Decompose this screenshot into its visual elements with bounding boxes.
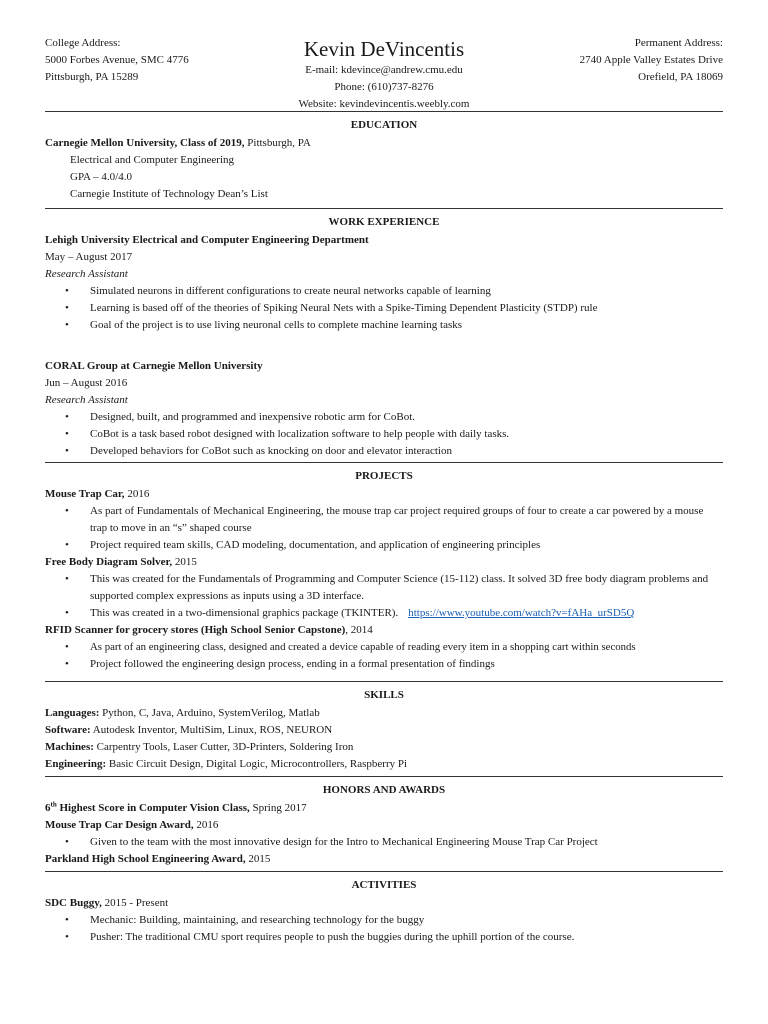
job-role: Research Assistant bbox=[45, 394, 128, 406]
award-year: Spring 2017 bbox=[249, 802, 307, 814]
college-address-label: College Address: bbox=[45, 37, 121, 49]
school-location: Pittsburgh, PA bbox=[244, 137, 311, 149]
bullet-text: Project required team skills, CAD modeling, documentation, and application of engineering principles bbox=[90, 539, 541, 551]
permanent-address-line2: Orefield, PA 18069 bbox=[638, 71, 723, 83]
skills-label: Software: bbox=[45, 724, 91, 736]
project-year: 2015 bbox=[172, 556, 197, 568]
award-title bbox=[45, 800, 723, 817]
list-item bbox=[45, 639, 723, 656]
activities-heading: ACTIVITIES bbox=[351, 879, 417, 891]
project-year: 2016 bbox=[124, 488, 150, 500]
section-divider bbox=[45, 871, 723, 872]
skills-label: Machines: bbox=[45, 741, 94, 753]
college-address-line2: Pittsburgh, PA 15289 bbox=[45, 71, 139, 83]
bullet-icon: • bbox=[65, 539, 69, 551]
education-detail: Carnegie Institute of Technology Dean’s List bbox=[70, 188, 268, 200]
job-bullets bbox=[45, 409, 723, 460]
job-org: CORAL Group at Carnegie Mellon University bbox=[45, 360, 263, 372]
bullet-icon: • bbox=[65, 319, 69, 331]
award-year: 2015 bbox=[245, 853, 271, 865]
bullet-icon: • bbox=[65, 573, 69, 585]
job-dates: May – August 2017 bbox=[45, 251, 133, 263]
bullet-text: Given to the team with the most innovative design for the Intro to Mechanical Engineering Mouse Trap Car Project bbox=[90, 836, 598, 848]
education-detail: Electrical and Computer Engineering bbox=[70, 154, 235, 166]
list-item bbox=[45, 605, 723, 622]
job-dates: Jun – August 2016 bbox=[45, 377, 128, 389]
bullet-text: Goal of the project is to use living neuronal cells to complete machine learning tasks bbox=[90, 319, 463, 331]
skills-row bbox=[45, 739, 723, 756]
list-item bbox=[45, 537, 723, 554]
activity-bullets bbox=[45, 912, 723, 946]
bullet-text: Pusher: The traditional CMU sport requires people to push the buggies during the uphill portion of the course. bbox=[90, 931, 575, 943]
section-divider bbox=[45, 208, 723, 209]
list-item bbox=[45, 929, 723, 946]
bullet-text: This was created for the Fundamentals of Programming and Computer Science (15-112) class. It solved 3D free body diagram problems and supported complex expressions as inputs using a 3D interface. bbox=[90, 573, 709, 602]
skills-label: Engineering: bbox=[45, 758, 107, 770]
skills-value: Autodesk Inventor, MultiSim, Linux, ROS, NEURON bbox=[90, 724, 333, 736]
award-rank-suffix: th bbox=[50, 800, 57, 809]
bullet-text: Simulated neurons in different configurations to create neural networks capable of learning bbox=[90, 285, 491, 297]
bullet-icon: • bbox=[65, 658, 69, 670]
youtube-link[interactable]: https://www.youtube.com/watch?v=fAHa_urSD5Q bbox=[408, 607, 635, 619]
list-item bbox=[45, 317, 723, 334]
list-item bbox=[45, 656, 723, 673]
award-bullets bbox=[45, 834, 723, 851]
project-bullets bbox=[45, 571, 723, 622]
skills-row bbox=[45, 722, 723, 739]
bullet-icon: • bbox=[65, 914, 69, 926]
list-item bbox=[45, 912, 723, 929]
list-item bbox=[45, 283, 723, 300]
bullet-icon: • bbox=[65, 445, 69, 457]
work-heading: WORK EXPERIENCE bbox=[328, 216, 440, 228]
bullet-text: As part of Fundamentals of Mechanical Engineering, the mouse trap car project required groups of four to create a car powered by a mouse trap to move in an “s” shaped course bbox=[90, 505, 704, 534]
skills-value: Carpentry Tools, Laser Cutter, 3D-Printers, Soldering Iron bbox=[93, 741, 354, 753]
list-item bbox=[45, 300, 723, 317]
project-year: , 2014 bbox=[345, 624, 373, 636]
bullet-text: Project followed the engineering design process, ending in a formal presentation of findings bbox=[90, 658, 495, 670]
bullet-text: As part of an engineering class, designed and created a device capable of reading every item in a shopping cart within seconds bbox=[90, 641, 636, 653]
list-item bbox=[45, 426, 723, 443]
phone: Phone: (610)737-8276 bbox=[334, 81, 434, 93]
project-bullets bbox=[45, 639, 723, 673]
skills-label: Languages: bbox=[45, 707, 100, 719]
bullet-icon: • bbox=[65, 302, 69, 314]
section-divider bbox=[45, 776, 723, 777]
award-name: Mouse Trap Car Design Award, bbox=[45, 819, 194, 831]
list-item bbox=[45, 834, 723, 851]
bullet-text: Mechanic: Building, maintaining, and researching technology for the buggy bbox=[90, 914, 425, 926]
education-heading: EDUCATION bbox=[350, 119, 418, 131]
activity-dates: 2015 - Present bbox=[101, 897, 169, 909]
project-name: Mouse Trap Car, bbox=[45, 488, 125, 500]
award-name: Parkland High School Engineering Award, bbox=[45, 853, 246, 865]
award-title bbox=[45, 817, 723, 834]
project-title bbox=[45, 622, 723, 639]
bullet-icon: • bbox=[65, 641, 69, 653]
email: E-mail: kdevince@andrew.cmu.edu bbox=[305, 64, 463, 76]
permanent-address-line1: 2740 Apple Valley Estates Drive bbox=[579, 54, 723, 66]
project-name: Free Body Diagram Solver, bbox=[45, 556, 173, 568]
website: Website: kevindevincentis.weebly.com bbox=[298, 98, 470, 110]
honors-heading: HONORS AND AWARDS bbox=[322, 784, 446, 796]
candidate-name: Kevin DeVincentis bbox=[303, 37, 465, 61]
award-year: 2016 bbox=[193, 819, 219, 831]
resume-header bbox=[45, 35, 723, 111]
award-name: Highest Score in Computer Vision Class, bbox=[56, 802, 250, 814]
bullet-text: CoBot is a task based robot designed with localization software to help people with daily tasks. bbox=[90, 428, 510, 440]
skills-row bbox=[45, 705, 723, 722]
job-org: Lehigh University Electrical and Computer Engineering Department bbox=[45, 234, 369, 246]
project-bullets bbox=[45, 503, 723, 554]
section-divider bbox=[45, 681, 723, 682]
job-role: Research Assistant bbox=[45, 268, 128, 280]
project-name: RFID Scanner for grocery stores (High School Senior Capstone) bbox=[45, 624, 346, 636]
projects-heading: PROJECTS bbox=[355, 470, 413, 482]
list-item bbox=[45, 443, 723, 460]
college-address-line1: 5000 Forbes Avenue, SMC 4776 bbox=[45, 54, 189, 66]
education-detail: GPA – 4.0/4.0 bbox=[70, 171, 132, 183]
project-title bbox=[45, 486, 723, 503]
skills-heading: SKILLS bbox=[364, 689, 404, 701]
skills-value: Basic Circuit Design, Digital Logic, Microcontrollers, Raspberry Pi bbox=[106, 758, 408, 770]
award-rank: 6 bbox=[45, 802, 51, 814]
list-item bbox=[45, 571, 723, 605]
permanent-address bbox=[580, 35, 723, 86]
bullet-text: Learning is based off of the theories of Spiking Neural Nets with a Spike-Timing Dependent Plasticity (STDP) rule bbox=[90, 302, 598, 314]
activity-title bbox=[45, 895, 723, 912]
activity-name: SDC Buggy, bbox=[45, 897, 102, 909]
award-title bbox=[45, 851, 723, 868]
bullet-icon: • bbox=[65, 411, 69, 423]
resume-page bbox=[45, 35, 723, 946]
skills-value: Python, C, Java, Arduino, SystemVerilog, Matlab bbox=[99, 707, 320, 719]
education-school bbox=[45, 135, 723, 152]
bullet-text: This was created in a two-dimensional graphics package (TKINTER). bbox=[90, 607, 399, 619]
project-title bbox=[45, 554, 723, 571]
bullet-text: Developed behaviors for CoBot such as knocking on door and elevator interaction bbox=[90, 445, 452, 457]
bullet-icon: • bbox=[65, 428, 69, 440]
bullet-icon: • bbox=[65, 505, 69, 517]
permanent-address-label: Permanent Address: bbox=[634, 37, 723, 49]
section-divider bbox=[45, 462, 723, 463]
bullet-icon: • bbox=[65, 836, 69, 848]
skills-row bbox=[45, 756, 723, 773]
job-bullets bbox=[45, 283, 723, 334]
bullet-text: Designed, built, and programmed and inexpensive robotic arm for CoBot. bbox=[90, 411, 416, 423]
bullet-icon: • bbox=[65, 285, 69, 297]
school-name: Carnegie Mellon University, Class of 2019, bbox=[45, 137, 245, 149]
list-item bbox=[45, 503, 723, 537]
bullet-icon: • bbox=[65, 931, 69, 943]
bullet-icon: • bbox=[65, 607, 69, 619]
list-item bbox=[45, 409, 723, 426]
